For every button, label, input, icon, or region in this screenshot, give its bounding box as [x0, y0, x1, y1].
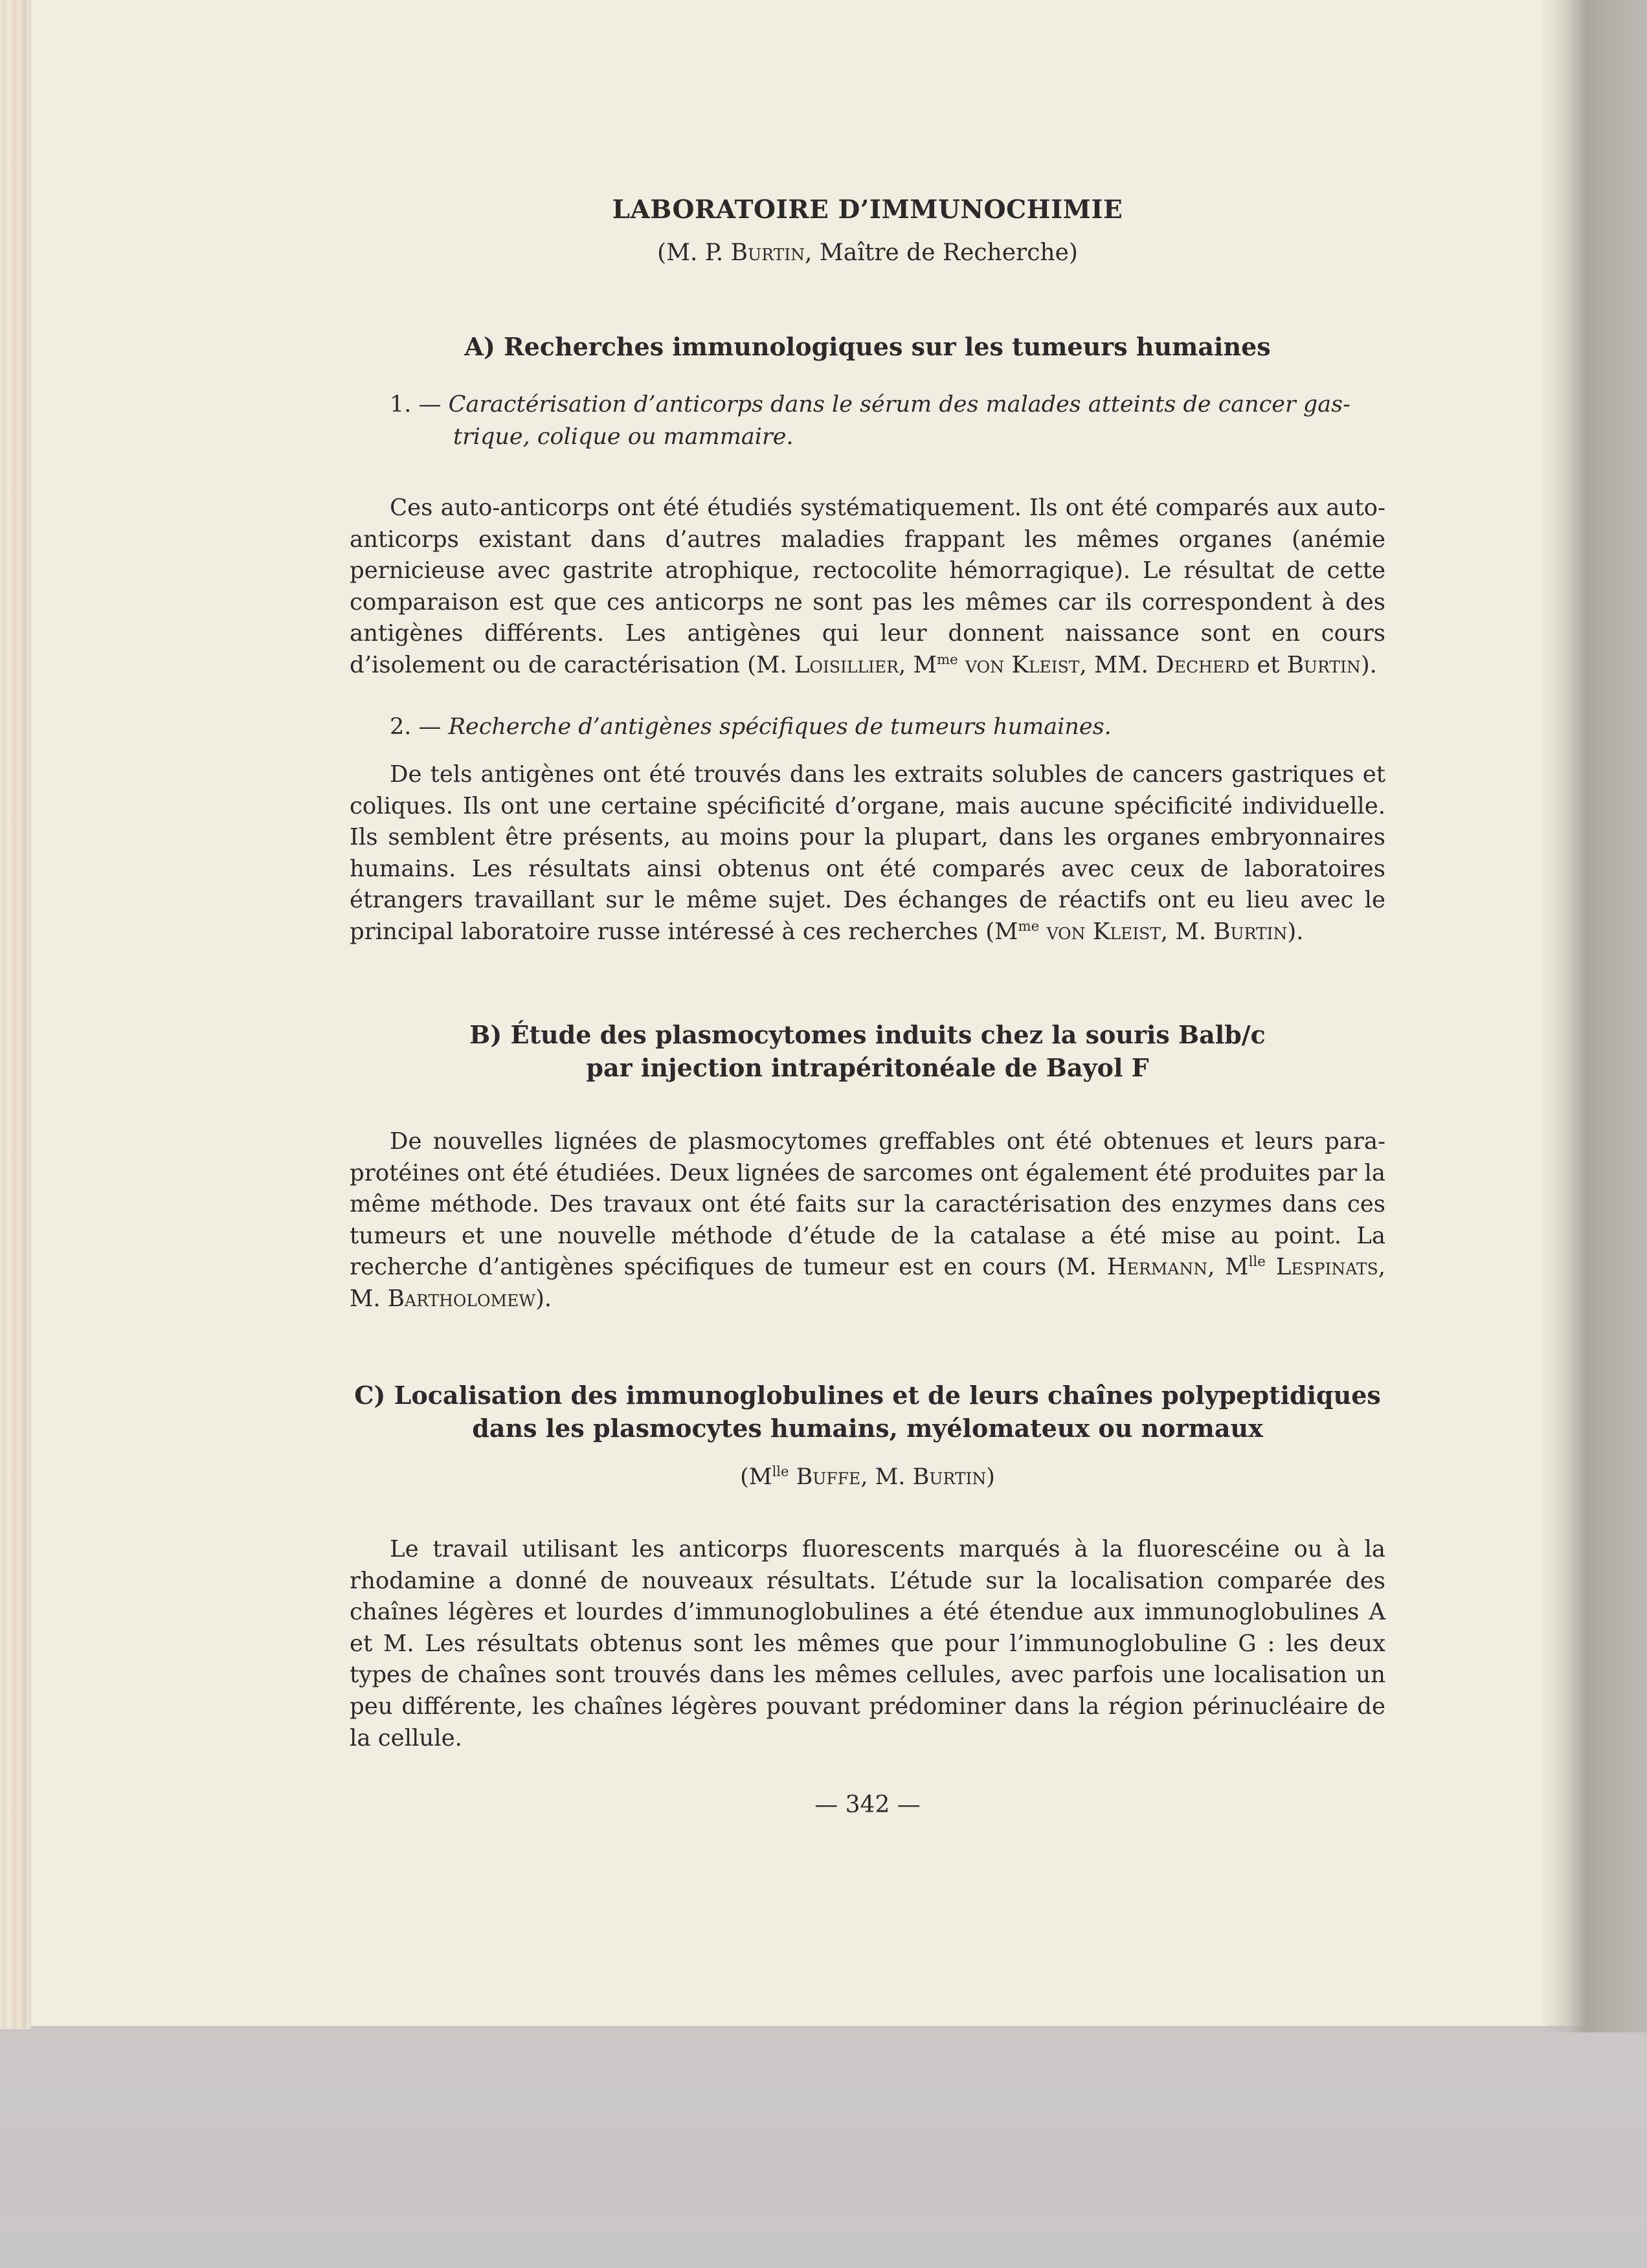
credit-name: Kleist [1011, 651, 1080, 678]
credit-title: M [994, 918, 1018, 945]
item-number: 1. — [390, 392, 442, 417]
director-line [350, 238, 1385, 269]
authors-close: ) [986, 1464, 995, 1490]
item-title-line1: Caractérisation d’anticorps dans le sérum des malades atteints de cancer gas- [448, 392, 1350, 417]
director-suffix: , Maître de Recherche) [805, 239, 1078, 266]
section-a-heading: A) Recherches immunologiques sur les tumeurs humaines [464, 332, 1271, 361]
credit-sep: , M. [1160, 918, 1214, 945]
credit-title-sup: lle [1248, 1254, 1266, 1271]
section-c-heading [350, 1379, 1385, 1445]
section-c-heading-line1: C) Localisation des immunoglobulines et de leurs chaînes polypeptidiques [354, 1381, 1381, 1410]
gutter-shadow [1541, 0, 1647, 2032]
paragraph-text: Ces auto-anticorps ont été étudiés systématiquement. Ils ont été comparés aux auto-anticorps existant dans d’autres maladies frappant les mêmes organes (anémie pernicieuse avec gastrite atrophique, rectocolite hémorragique). Le résultat de cette comparaison est que ces anticorps ne sont pas les mêmes car ils correspondent à des antigènes différents. Les antigènes qui leur donnent naissance sont en cours d’isolement ou de caractérisation (M. [350, 495, 1385, 678]
item-title-line1: Recherche d’antigènes spécifiques de tumeurs humaines. [448, 714, 1112, 740]
credit-sep: ). [1360, 651, 1377, 678]
credit-sep: ). [1287, 918, 1304, 945]
credit-name: Kleist [1092, 918, 1161, 945]
credit-title-sup: me [1018, 918, 1040, 935]
author-name: Buffe [796, 1464, 861, 1490]
credit-particle: von [1039, 918, 1093, 945]
credit-title: M [913, 651, 937, 678]
paragraph-text: De nouvelles lignées de plasmocytomes greffables ont été obtenues et leurs para-protéines ont été étudiées. Deux lignées de sarcomes ont également été produites par la même méthode. Des travaux ont été faits sur la caractérisation des enzymes dans ces tumeurs et une nouvelle méthode d’étude de la catalase a été mise au point. La recherche d’antigènes spécifiques de tumeur est en cours (M. [350, 1128, 1385, 1281]
credit-sep: , [1207, 1254, 1226, 1281]
authors-sep: , M. [860, 1464, 913, 1490]
director-prefix: (M. P. [657, 239, 731, 266]
authors-open: (M [740, 1464, 772, 1490]
section-a-item-2-title [390, 711, 1385, 743]
credit-sep: ). [535, 1285, 552, 1312]
book-page-edges [0, 0, 31, 2029]
page-title: LABORATOIRE D’IMMUNOCHIMIE [612, 195, 1123, 225]
credit-sep: et [1249, 651, 1287, 678]
credit-sep: , M. [350, 1254, 1385, 1312]
section-b-heading [350, 1018, 1385, 1084]
credit-space [1266, 1254, 1276, 1280]
credit-name: Burtin [1213, 918, 1288, 945]
section-a-item-1-paragraph [350, 493, 1385, 682]
section-b-heading-line1: B) Étude des plasmocytomes induits chez la souris Balb/c [469, 1020, 1266, 1049]
director-name: Burtin [730, 239, 805, 266]
item-title-line2: trique, colique ou mammaire. [453, 424, 794, 450]
section-c-authors [350, 1462, 1385, 1493]
credit-particle: von [958, 651, 1012, 678]
section-c-heading-line2: dans les plasmocytes humains, myélomateux ou normaux [472, 1414, 1263, 1443]
section-b-paragraph [350, 1126, 1385, 1315]
credit-name: Hermann [1106, 1254, 1208, 1281]
credit-name: Loisillier [794, 651, 899, 678]
section-b-heading-line2: par injection intrapéritonéale de Bayol F [586, 1053, 1149, 1082]
authors-title-sup: lle [772, 1463, 789, 1480]
credit-name: Decherd [1156, 651, 1249, 678]
credit-sep: , [899, 651, 913, 678]
credit-name: Bartholomew [387, 1285, 536, 1312]
section-a-item-1-title [390, 388, 1385, 453]
item-number: 2. — [390, 714, 442, 740]
section-c-paragraph: Le travail utilisant les anticorps fluorescents marqués à la fluorescéine ou à la rhodamine a donné de nouveaux résultats. L’étude sur la localisation comparée des chaînes légères et lourdes d’immunoglobulines a été étendue aux immunoglobulines A et M. Les résultats obtenus sont les mêmes que pour l’immunoglobuline G : les deux types de chaînes sont trouvés dans les mêmes cellules, avec parfois une localisation un peu différente, les chaînes légères pouvant prédominer dans la région périnucléaire de la cellule. [350, 1536, 1385, 1751]
paragraph-text: De tels antigènes ont été trouvés dans les extraits solubles de cancers gastriques et coliques. Ils ont une certaine spécificité d’organe, mais aucune spécificité individuelle. Ils semblent être présents, au moins pour la plupart, dans les organes embryonnaires humains. Les résultats ainsi obtenus ont été comparés avec ceux de laboratoires étrangers travaillant sur le même sujet. Des échanges de réactifs ont eu lieu avec le principal laboratoire russe intéressé à ces recherches ( [350, 761, 1385, 945]
credit-name: Burtin [1286, 651, 1361, 678]
credit-name: Lespinats [1275, 1254, 1378, 1281]
credit-title-sup: me [936, 652, 958, 669]
credit-sep: , MM. [1079, 651, 1156, 678]
page-number: — 342 — [814, 1792, 921, 1818]
author-name: Burtin [912, 1464, 987, 1490]
credit-title: M [1225, 1254, 1249, 1281]
section-a-item-2-paragraph [350, 759, 1385, 948]
scanner-background [0, 2032, 1647, 2268]
